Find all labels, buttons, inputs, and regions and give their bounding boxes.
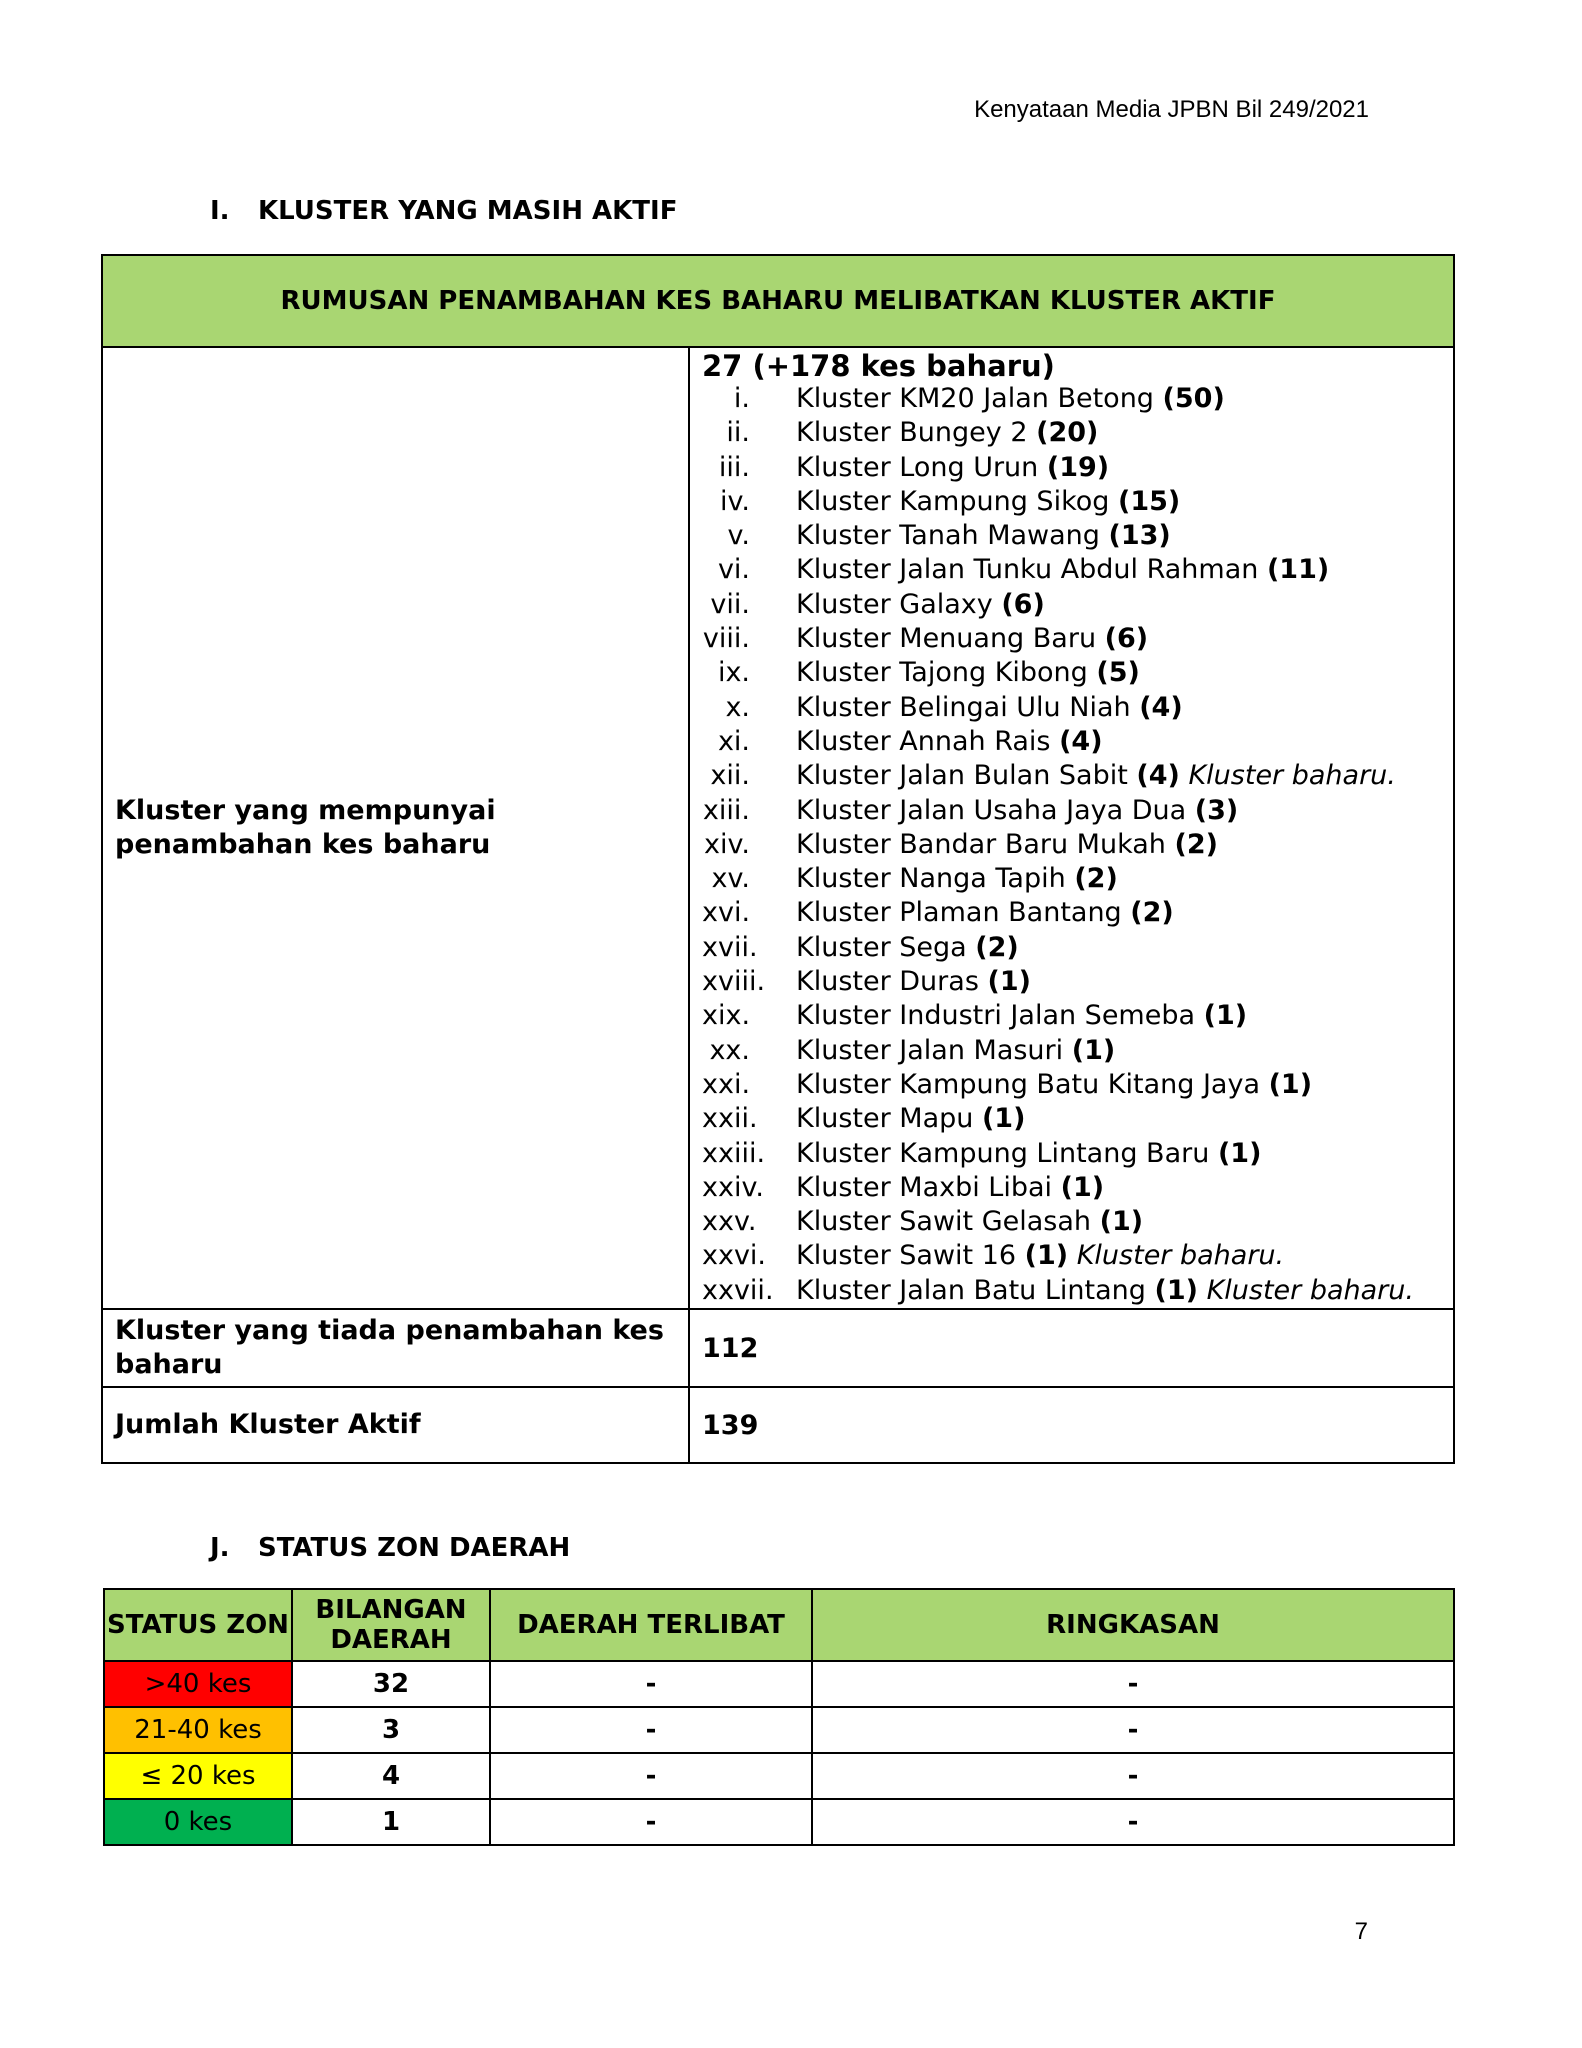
cluster-case-count: (3) — [1194, 794, 1239, 826]
cluster-roman-numeral: xiv. — [704, 828, 750, 860]
cluster-roman-numeral: xiii. — [702, 794, 750, 826]
list-item — [702, 931, 1441, 965]
cluster-roman-numeral: xx. — [709, 1034, 750, 1066]
cluster-case-count: (2) — [1074, 863, 1118, 895]
section-j-number: J. — [210, 1533, 230, 1563]
summary-cell: - — [812, 1799, 1454, 1845]
cluster-entry — [796, 691, 1183, 725]
section-i-heading — [210, 196, 677, 226]
cluster-case-count: (1) — [1024, 1240, 1069, 1272]
districts-cell: - — [490, 1707, 812, 1753]
cluster-entry — [796, 553, 1329, 587]
list-item — [702, 794, 1441, 828]
cluster-case-count: (50) — [1162, 383, 1225, 414]
list-item — [702, 588, 1441, 622]
summary-cell: - — [812, 1707, 1454, 1753]
district-count-cell: 3 — [292, 1707, 490, 1753]
list-item — [702, 725, 1441, 759]
cluster-roman-numeral: iv. — [720, 485, 750, 517]
cluster-name: Kluster Plaman Bantang — [796, 897, 1122, 929]
cluster-case-count: (4) — [1059, 725, 1103, 757]
cluster-name: Kluster KM20 Jalan Betong — [796, 383, 1154, 414]
list-item — [702, 1102, 1441, 1136]
table-row — [104, 1707, 1454, 1753]
list-item — [702, 1137, 1441, 1171]
cluster-entry — [796, 794, 1238, 828]
list-item — [702, 965, 1441, 999]
list-item — [702, 553, 1441, 587]
cluster-entry — [796, 656, 1140, 690]
cluster-entry — [796, 622, 1148, 656]
document-reference: Kenyataan Media JPBN Bil 249/2021 — [974, 96, 1369, 123]
cluster-entry — [796, 382, 1225, 416]
total-active-value: 139 — [689, 1387, 1454, 1463]
cluster-name: Kluster Tajong Kibong — [796, 657, 1088, 689]
cluster-case-count: (4) — [1136, 760, 1180, 792]
cluster-new-note: Kluster baharu. — [1076, 1240, 1285, 1272]
cluster-name: Kluster Bungey 2 — [796, 417, 1028, 449]
cluster-roman-numeral: xxvii. — [702, 1274, 774, 1306]
cluster-roman-numeral: xii. — [710, 760, 750, 792]
cluster-name: Kluster Tanah Mawang — [796, 520, 1100, 552]
cluster-entry — [796, 416, 1098, 450]
column-header-count: BILANGAN DAERAH — [292, 1589, 490, 1661]
cluster-name: Kluster Industri Jalan Semeba — [796, 1000, 1196, 1032]
cluster-roman-numeral: v. — [727, 520, 750, 552]
table-row — [104, 1661, 1454, 1707]
list-item — [702, 828, 1441, 862]
cluster-entry — [796, 485, 1180, 519]
row-label-no-new-cases: Kluster yang tiada penambahan kes baharu — [102, 1309, 689, 1387]
cluster-entry — [796, 725, 1103, 759]
cluster-new-note: Kluster baharu. — [1188, 760, 1396, 792]
cluster-roman-numeral: xxi. — [702, 1068, 751, 1100]
list-item — [702, 519, 1441, 553]
row-label-total-active: Jumlah Kluster Aktif — [102, 1387, 689, 1463]
cluster-name: Kluster Jalan Batu Lintang — [796, 1274, 1146, 1306]
cluster-entry — [796, 896, 1174, 930]
cluster-case-count: (15) — [1118, 485, 1181, 517]
zone-status-table — [103, 1588, 1455, 1846]
cluster-entry — [796, 1102, 1025, 1136]
cluster-entry — [796, 965, 1031, 999]
column-header-districts: DAERAH TERLIBAT — [490, 1589, 812, 1661]
cluster-entry — [796, 1171, 1104, 1205]
list-item — [702, 862, 1441, 896]
districts-cell: - — [490, 1661, 812, 1707]
cluster-case-count: (1) — [1268, 1068, 1313, 1100]
section-j-title: STATUS ZON DAERAH — [258, 1533, 571, 1563]
cluster-name: Kluster Jalan Tunku Abdul Rahman — [796, 554, 1259, 586]
cluster-case-count: (13) — [1108, 520, 1171, 552]
list-item — [702, 1239, 1441, 1273]
cluster-name: Kluster Jalan Usaha Jaya Dua — [796, 794, 1187, 826]
cluster-name: Kluster Long Urun — [796, 451, 1039, 483]
cluster-case-count: (5) — [1096, 657, 1140, 689]
zone-status-cell: ≤ 20 kes — [104, 1753, 292, 1799]
cluster-roman-numeral: xxvi. — [702, 1240, 767, 1272]
district-count-cell: 32 — [292, 1661, 490, 1707]
cluster-name: Kluster Nanga Tapih — [796, 863, 1066, 895]
list-item — [702, 896, 1441, 930]
cluster-roman-numeral: ii. — [726, 417, 750, 449]
cluster-entry — [796, 999, 1247, 1033]
cluster-name: Kluster Sawit 16 — [796, 1240, 1017, 1272]
cluster-entry — [796, 759, 1396, 793]
zone-status-cell: 21-40 kes — [104, 1707, 292, 1753]
cluster-roman-numeral: xix. — [702, 1000, 751, 1032]
list-item — [702, 759, 1441, 793]
cluster-roman-numeral: vii. — [710, 588, 750, 620]
cluster-case-count: (1) — [1099, 1206, 1144, 1238]
cluster-case-count: (20) — [1036, 417, 1099, 449]
cluster-roman-numeral: xi. — [717, 725, 750, 757]
zone-status-cell: >40 kes — [104, 1661, 292, 1707]
list-item — [702, 1034, 1441, 1068]
list-item — [702, 656, 1441, 690]
cluster-case-count: (11) — [1266, 554, 1330, 586]
cluster-list-cell — [689, 347, 1454, 1309]
list-item — [702, 485, 1441, 519]
cluster-name: Kluster Bandar Baru Mukah — [796, 828, 1166, 860]
cluster-case-count: (2) — [1174, 828, 1218, 860]
cluster-entry — [796, 1137, 1261, 1171]
table-row — [104, 1753, 1454, 1799]
cluster-entry — [796, 931, 1019, 965]
summary-cell: - — [812, 1661, 1454, 1707]
district-count-cell: 4 — [292, 1753, 490, 1799]
cluster-name: Kluster Belingai Ulu Niah — [796, 691, 1131, 723]
cluster-case-count: (1) — [1154, 1274, 1198, 1306]
cluster-roman-numeral: xxiv. — [702, 1171, 764, 1203]
cluster-case-count: (19) — [1046, 451, 1110, 483]
cluster-case-count: (6) — [1001, 588, 1045, 620]
no-new-cases-value: 112 — [689, 1309, 1454, 1387]
cluster-roman-numeral: vi. — [717, 554, 750, 586]
active-cluster-table-title: RUMUSAN PENAMBAHAN KES BAHARU MELIBATKAN KLUSTER AKTIF — [102, 255, 1454, 347]
cluster-summary: 27 (+178 kes baharu) — [702, 349, 1055, 383]
list-item — [702, 382, 1441, 416]
cluster-roman-numeral: xvii. — [702, 931, 758, 963]
zone-status-cell: 0 kes — [104, 1799, 292, 1845]
cluster-name: Kluster Annah Rais — [796, 725, 1051, 757]
cluster-case-count: (1) — [1203, 1000, 1248, 1032]
zone-table-header — [104, 1589, 1454, 1661]
cluster-name: Kluster Menuang Baru — [796, 623, 1097, 655]
cluster-case-count: (2) — [1130, 897, 1174, 929]
cluster-entry — [796, 1239, 1284, 1273]
cluster-list — [702, 382, 1441, 1308]
districts-cell: - — [490, 1799, 812, 1845]
cluster-roman-numeral: xviii. — [702, 966, 766, 998]
cluster-entry — [796, 1205, 1143, 1239]
cluster-new-note: Kluster baharu. — [1206, 1274, 1414, 1306]
cluster-name: Kluster Jalan Masuri — [796, 1034, 1064, 1066]
page-number: 7 — [1354, 1918, 1368, 1945]
cluster-roman-numeral: iii. — [718, 451, 750, 483]
cluster-name: Kluster Kampung Batu Kitang Jaya — [796, 1068, 1260, 1100]
cluster-roman-numeral: viii. — [702, 623, 750, 655]
list-item — [702, 1171, 1441, 1205]
active-cluster-table — [101, 254, 1455, 1464]
section-i-number: I. — [210, 196, 230, 226]
row-label-new-cases: Kluster yang mempunyai penambahan kes baharu — [102, 347, 689, 1309]
cluster-name: Kluster Sawit Gelasah — [796, 1206, 1092, 1238]
section-j-heading — [210, 1533, 570, 1563]
cluster-case-count: (1) — [1217, 1137, 1262, 1169]
cluster-name: Kluster Galaxy — [796, 588, 993, 620]
cluster-roman-numeral: ix. — [717, 657, 750, 689]
cluster-name: Kluster Sega — [796, 931, 967, 963]
cluster-name: Kluster Kampung Sikog — [796, 485, 1110, 517]
cluster-entry — [796, 828, 1218, 862]
cluster-roman-numeral: i. — [733, 383, 750, 414]
section-i-title: KLUSTER YANG MASIH AKTIF — [258, 196, 678, 226]
cluster-entry — [796, 862, 1118, 896]
table-row — [104, 1799, 1454, 1845]
cluster-entry — [796, 519, 1171, 553]
cluster-entry — [796, 1274, 1414, 1308]
cluster-case-count: (2) — [975, 931, 1019, 963]
cluster-name: Kluster Kampung Lintang Baru — [796, 1137, 1210, 1169]
cluster-roman-numeral: xxii. — [702, 1103, 758, 1135]
list-item — [702, 451, 1441, 485]
cluster-name: Kluster Maxbi Libai — [796, 1171, 1053, 1203]
list-item — [702, 1068, 1441, 1102]
cluster-entry — [796, 588, 1045, 622]
district-count-cell: 1 — [292, 1799, 490, 1845]
list-item — [702, 691, 1441, 725]
cluster-roman-numeral: xxiii. — [702, 1137, 766, 1169]
cluster-name: Kluster Mapu — [796, 1103, 974, 1135]
cluster-case-count: (6) — [1104, 623, 1149, 655]
list-item — [702, 1274, 1441, 1308]
cluster-entry — [796, 1034, 1115, 1068]
list-item — [702, 622, 1441, 656]
districts-cell: - — [490, 1753, 812, 1799]
cluster-entry — [796, 451, 1109, 485]
cluster-case-count: (1) — [981, 1103, 1026, 1135]
cluster-case-count: (1) — [1060, 1171, 1105, 1203]
cluster-name: Kluster Jalan Bulan Sabit — [796, 760, 1128, 792]
cluster-roman-numeral: x. — [725, 691, 750, 723]
column-header-summary: RINGKASAN — [812, 1589, 1454, 1661]
cluster-case-count: (1) — [1071, 1034, 1116, 1066]
cluster-roman-numeral: xxv. — [702, 1206, 757, 1238]
column-header-status: STATUS ZON — [104, 1589, 292, 1661]
cluster-case-count: (4) — [1139, 691, 1183, 723]
cluster-roman-numeral: xvi. — [702, 897, 751, 929]
list-item — [702, 416, 1441, 450]
cluster-name: Kluster Duras — [796, 966, 979, 998]
summary-cell: - — [812, 1753, 1454, 1799]
cluster-roman-numeral: xv. — [711, 863, 750, 895]
cluster-entry — [796, 1068, 1312, 1102]
list-item — [702, 1205, 1441, 1239]
list-item — [702, 999, 1441, 1033]
cluster-case-count: (1) — [987, 966, 1031, 998]
